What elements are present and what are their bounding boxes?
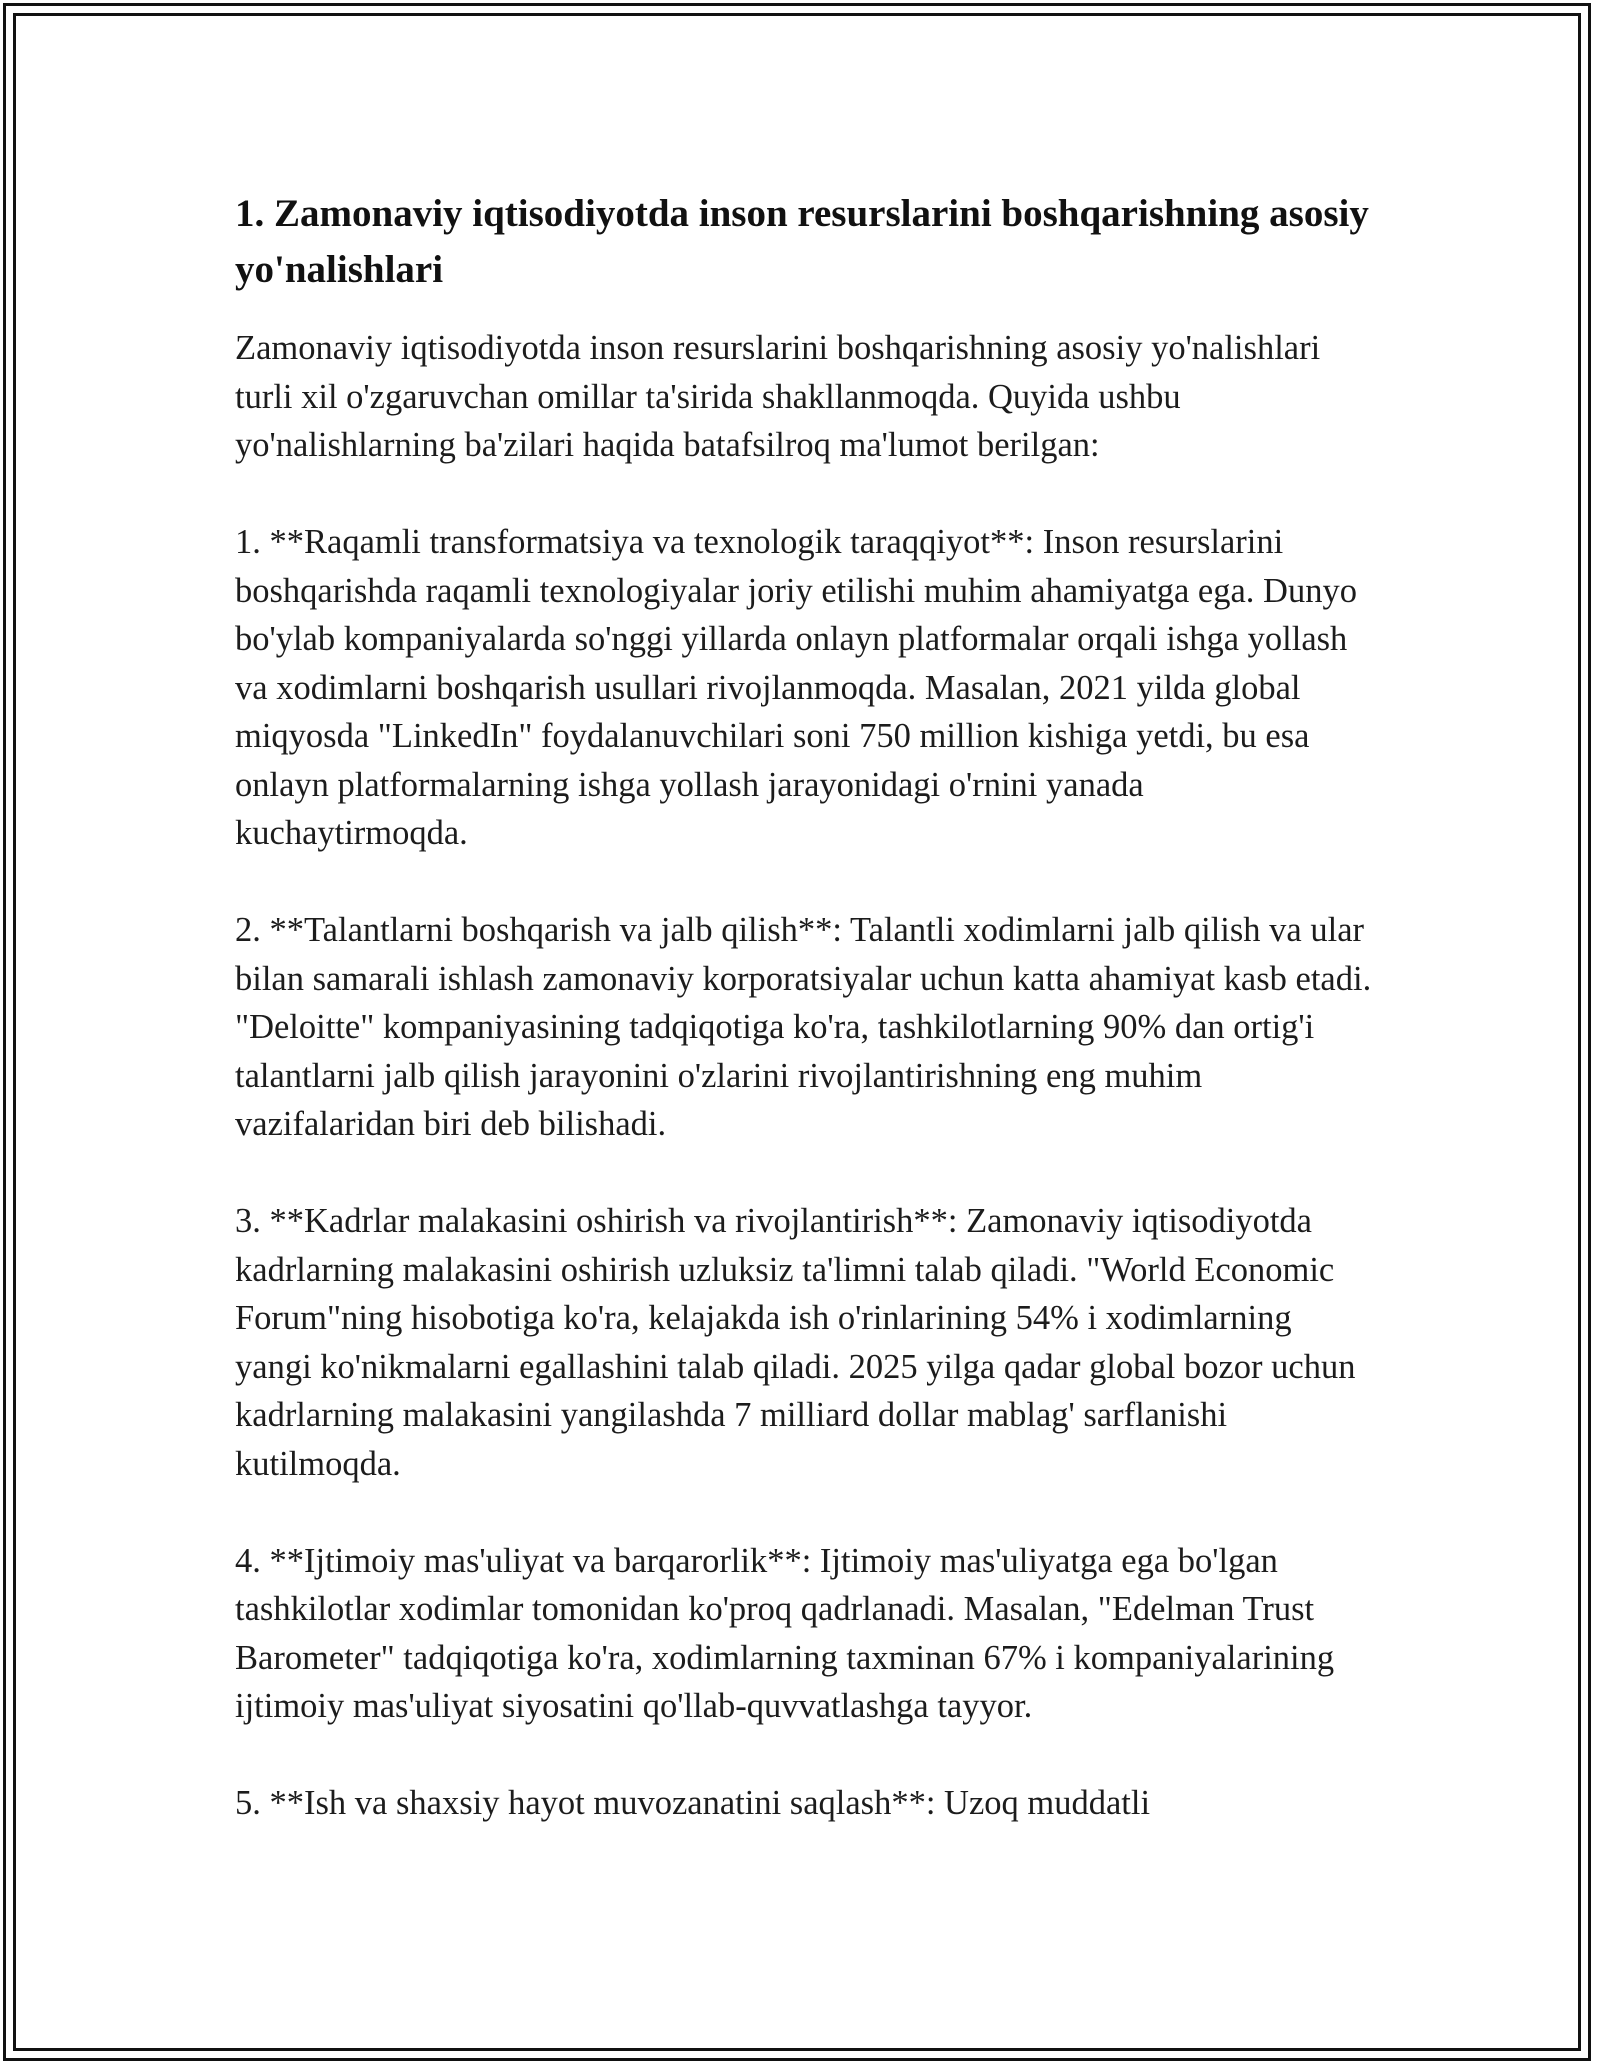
list-item-work-life-balance: 5. **Ish va shaxsiy hayot muvozanatini saqlash**: Uzoq muddatli (235, 1784, 1151, 1822)
section-heading: 1. Zamonaviy iqtisodiyotda inson resurslarini boshqarishning asosiy yo'nalishlari (235, 192, 1369, 291)
list-item-talent-management: 2. **Talantlarni boshqarish va jalb qilish**: Talantli xodimlarni jalb qilish va ular bilan samarali ishlash zamonaviy korporatsiyalar uchun katta ahamiyat kasb etadi. "Deloitte" kompaniyasining tadqiqotiga ko'ra, tashkilotlarning 90% dan ortig'i talantlarni jalb qilish jarayonini o'zlarini rivojlantirishning eng muhim vazifalaridan biri deb bilishadi. (235, 911, 1372, 1143)
intro-paragraph: Zamonaviy iqtisodiyotda inson resurslarini boshqarishning asosiy yo'nalishlari turli xil o'zgaruvchan omillar ta'sirida shakllanmoqda. Quyida ushbu yo'nalishlarning ba'zilari haqida batafsilroq ma'lumot berilgan: (235, 329, 1321, 464)
document-body (235, 186, 1375, 1828)
list-item-digital-transformation: 1. **Raqamli transformatsiya va texnologik taraqqiyot**: Inson resurslarini boshqarishda raqamli texnologiyalar joriy etilishi muhim ahamiyatga ega. Dunyo bo'ylab kompaniyalarda so'nggi yillarda onlayn platformalar orqali ishga yollash va xodimlarni boshqarish usullari rivojlanmoqda. Masalan, 2021 yilda global miqyosda "LinkedIn" foydalanuvchilari soni 750 million kishiga yetdi, bu esa onlayn platformalarning ishga yollash jarayonidagi o'rnini yanada kuchaytirmoqda. (235, 523, 1357, 852)
list-item-social-responsibility: 4. **Ijtimoiy mas'uliyat va barqarorlik**: Ijtimoiy mas'uliyatga ega bo'lgan tashkilotlar xodimlar tomonidan ko'proq qadrlanadi. Masalan, "Edelman Trust Barometer" tadqiqotiga ko'ra, xodimlarning taxminan 67% i kompaniyalarining ijtimoiy mas'uliyat siyosatini qo'llab-quvvatlashga tayyor. (235, 1541, 1335, 1725)
list-item-staff-development: 3. **Kadrlar malakasini oshirish va rivojlantirish**: Zamonaviy iqtisodiyotda kadrlarning malakasini oshirish uzluksiz ta'limni talab qiladi. "World Economic Forum"ning hisobotiga ko'ra, kelajakda ish o'rinlarining 54% i xodimlarning yangi ko'nikmalarni egallashini talab qiladi. 2025 yilga qadar global bozor uchun kadrlarning malakasini yangilashda 7 milliard dollar mablag' sarflanishi kutilmoqda. (235, 1202, 1356, 1483)
